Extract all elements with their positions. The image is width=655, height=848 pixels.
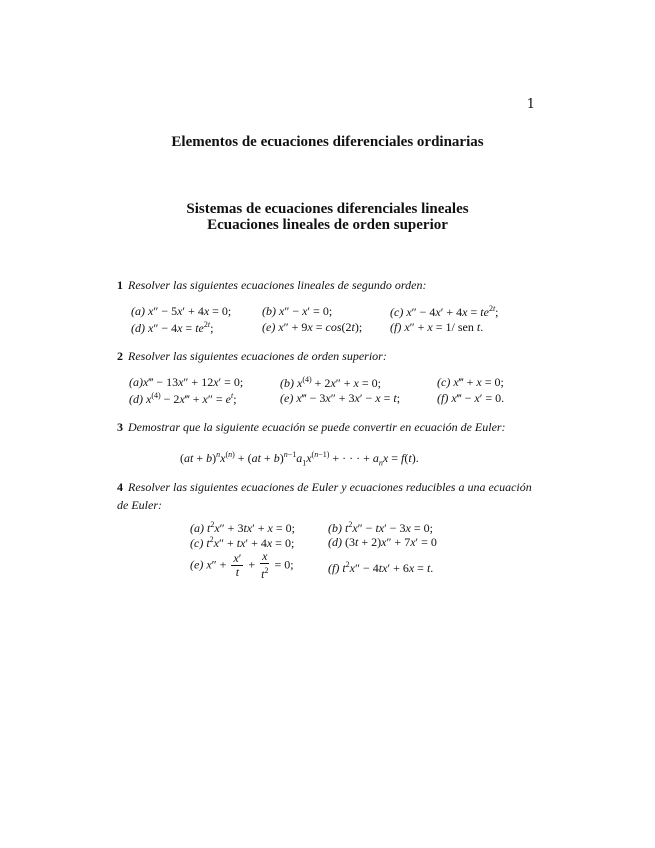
equation-2b: (b) $x^{(4)} + 2x'' + x = 0$; [280, 375, 381, 390]
problem-number: 1 [117, 278, 123, 292]
equation-1a: (a) x″ − 5x′ + 4x = 0; [131, 304, 232, 318]
page-title: Elementos de ecuaciones diferenciales ordinarias [171, 134, 484, 150]
problem-number: 4 [117, 480, 123, 494]
equation-4e: (e) x″ + $\frac{x'}{t}$ + $\frac{x}{t^2}$ = 0; [190, 549, 294, 581]
equation-4f: (f) $t^2x'' - 4tx' + 6x = t$. [328, 560, 434, 575]
equation-2a: (a)x‴ − 13x″ + 12x′ = 0; [129, 375, 244, 389]
equation-4a: (a) $t^2x'' + 3tx' + x = 0$; [190, 520, 295, 535]
equation-1e: (e) x″ + 9x = cos(2t); [262, 320, 363, 334]
problem-number: 2 [117, 349, 123, 363]
problem-text: Resolver las siguientes ecuaciones de orden superior: [128, 349, 387, 363]
equation-1b: (b) x″ − x′ = 0; [262, 304, 333, 318]
equation-4b: (b) $t^2x'' - tx' - 3x = 0$; [328, 520, 433, 535]
problem-text: Resolver las siguientes ecuaciones de Euler y ecuaciones reducibles a una ecuación de Euler: [117, 480, 532, 512]
problem-number: 3 [117, 420, 123, 434]
equation-2f: (f) x‴ − x′ = 0. [437, 391, 505, 405]
problem-text: Demostrar que la siguiente ecuación se puede convertir en ecuación de Euler: [128, 420, 506, 434]
equation-1c: (c) $x'' - 4x' + 4x = te^{2t}$; [390, 304, 499, 319]
section-title: Sistemas de ecuaciones diferenciales lineales [186, 201, 469, 217]
equation-1f: (f) x″ + x = 1/ sen t. [390, 320, 484, 334]
section-subtitle: Ecuaciones lineales de orden superior [207, 217, 448, 233]
equation-2c: (c) x‴ + x = 0; [437, 375, 504, 389]
equation-4d: (d) (3t + 2)x″ + 7x′ = 0 [328, 535, 437, 549]
equation-3: $(at + b)^nx^{(n)} + (at + b)^{n-1}a_1x^{(n-1)}$ + · · · + $a_nx = f(t)$. [180, 450, 419, 468]
problem-text: Resolver las siguientes ecuaciones lineales de segundo orden: [128, 278, 427, 292]
problem-4 [117, 478, 537, 514]
problem-2 [117, 347, 537, 365]
equation-2d: (d) $x^{(4)}$ − 2x‴ + $x'' = e^t$; [129, 391, 237, 406]
page-number: 1 [526, 97, 535, 112]
equation-2e: (e) x‴ − 3x″ + 3x′ − x = t; [280, 391, 401, 405]
problem-1 [117, 276, 537, 294]
problem-3 [117, 418, 537, 436]
equation-4c: (c) $t^2x'' + tx' + 4x = 0$; [190, 535, 295, 550]
equation-1d: (d) $x'' - 4x = te^{2t}$; [131, 320, 214, 335]
